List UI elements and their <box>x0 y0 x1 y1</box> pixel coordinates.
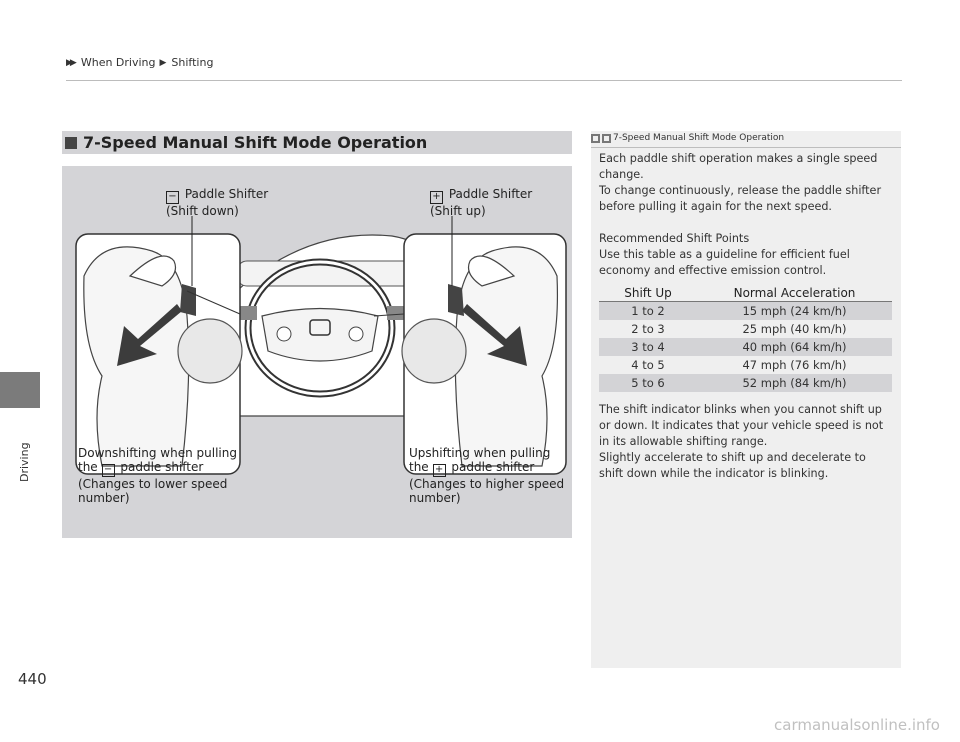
table-header-shift-up: Shift Up <box>599 284 697 302</box>
note-divider <box>591 147 901 148</box>
table-cell: 1 to 2 <box>599 302 697 321</box>
plus-symbol-icon: + <box>433 464 446 477</box>
note-title: 7-Speed Manual Shift Mode Operation <box>613 133 785 143</box>
upshift-caption: Upshifting when pulling the + paddle shifter (Changes to higher speed number) <box>409 446 565 505</box>
table-row <box>599 356 892 374</box>
wheel-button-right <box>349 327 363 341</box>
chapter-tab <box>0 372 40 408</box>
table-cell: 47 mph (76 km/h) <box>742 358 847 372</box>
wheel-button-left <box>277 327 291 341</box>
table-cell: 3 to 4 <box>599 338 697 356</box>
section-header <box>62 131 572 154</box>
shift-points-table <box>599 284 892 392</box>
table-row <box>599 374 892 392</box>
table-cell: 40 mph (64 km/h) <box>697 338 892 356</box>
note-panel <box>591 131 901 668</box>
table-header-row <box>599 284 892 302</box>
table-row <box>599 338 892 356</box>
chapter-label: Driving <box>18 442 31 482</box>
note-paragraph-3: Use this table as a guideline for efficient fuel economy and effective emission control. <box>599 248 850 277</box>
breadcrumb-arrow-icon: ▶▶ <box>66 57 74 68</box>
table-cell: 5 to 6 <box>599 374 697 392</box>
section-title: 7-Speed Manual Shift Mode Operation <box>83 133 428 152</box>
table-cell: 52 mph (84 km/h) <box>697 374 892 392</box>
section-bullet-icon <box>65 137 77 149</box>
table-header-normal-acceleration: Normal Acceleration <box>697 284 892 302</box>
table-row <box>599 302 892 321</box>
note-reference-icon <box>602 134 611 143</box>
right-gauge <box>402 319 466 383</box>
note-subheading: Recommended Shift Points <box>599 232 750 245</box>
plus-paddle <box>448 284 464 316</box>
table-cell: 4 to 5 <box>631 358 665 372</box>
note-reference-icon <box>591 134 600 143</box>
note-title-row <box>591 131 901 145</box>
note-paragraph-4: The shift indicator blinks when you cannot shift up or down. It indicates that your vehicle speed is not in its allowable shifting range. <box>599 403 884 448</box>
plus-symbol-icon: + <box>430 191 443 204</box>
breadcrumb <box>66 56 213 69</box>
downshift-caption: Downshifting when pulling the − paddle shifter (Changes to lower speed number) <box>78 446 237 505</box>
left-gauge <box>178 319 242 383</box>
shift-down-label: − Paddle Shifter (Shift down) <box>166 187 269 218</box>
note-paragraph-1: Each paddle shift operation makes a single speed change. <box>599 152 878 181</box>
breadcrumb-item-shifting[interactable]: Shifting <box>171 56 214 69</box>
table-cell: 2 to 3 <box>631 322 665 336</box>
paddle-shifter-illustration <box>62 166 572 538</box>
table-cell: 15 mph (24 km/h) <box>697 302 892 321</box>
minus-paddle <box>180 284 196 316</box>
minus-symbol-icon: − <box>166 191 179 204</box>
note-paragraph-2: To change continuously, release the paddle shifter before pulling it again for the next speed. <box>599 184 882 213</box>
breadcrumb-item-when-driving[interactable]: When Driving <box>80 56 156 69</box>
minus-symbol-icon: − <box>102 464 115 477</box>
breadcrumb-arrow-icon: ▶ <box>159 57 167 68</box>
header-divider <box>66 80 902 81</box>
note-paragraph-5: Slightly accelerate to shift up and decelerate to shift down while the indicator is blinking. <box>599 451 866 480</box>
page-number: 440 <box>18 670 47 688</box>
table-row <box>599 320 892 338</box>
shift-up-label: + Paddle Shifter (Shift up) <box>430 187 533 218</box>
table-cell: 25 mph (40 km/h) <box>742 322 847 336</box>
footer-watermark-text: carmanualsonline.info <box>774 716 940 734</box>
